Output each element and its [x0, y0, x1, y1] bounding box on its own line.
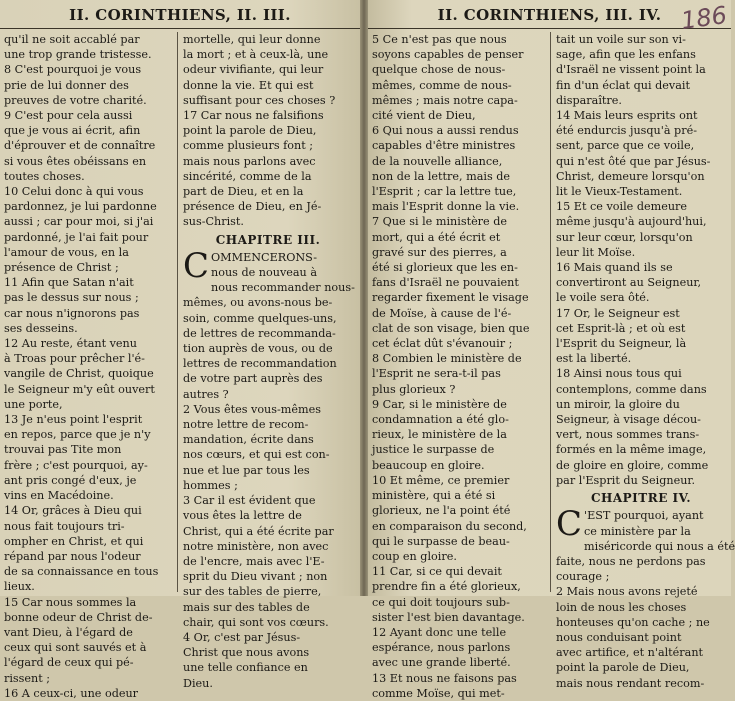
text-line: ministère, qui a été si: [372, 489, 496, 503]
text-line: autres ?: [183, 387, 229, 401]
text-line: point la parole de Dieu,: [556, 661, 690, 675]
text-line: 8 Combien le ministère de: [372, 352, 522, 366]
text-line: présence de Christ ;: [4, 261, 119, 275]
drop-cap: C: [183, 245, 210, 286]
column-divider: [550, 32, 551, 592]
text-line: ant pris congé d'eux, je: [4, 473, 137, 487]
text-line: toutes choses.: [4, 169, 85, 183]
right-header-title: II. CORINTHIENS, III. IV.: [437, 6, 662, 24]
text-line: convertiront au Seigneur,: [556, 276, 702, 290]
text-line: tait un voile sur son vi-: [556, 33, 686, 46]
text-line: contemplons, comme dans: [556, 382, 707, 396]
text-line: justice le surpasse de: [372, 443, 495, 457]
text-line: d'éprouver et de connaître: [4, 139, 156, 153]
text-line: nous fait toujours tri-: [4, 519, 125, 533]
text-line: mandation, écrite dans: [183, 433, 314, 447]
text-line: quelque chose de nous-: [372, 63, 506, 77]
text-line: notre lettre de recom-: [183, 418, 309, 432]
text-line: vins en Macédoine.: [4, 489, 114, 503]
text-line: que je vous ai écrit, afin: [4, 124, 141, 138]
left-page-header: [0, 6, 360, 29]
text-line: le voile sera ôté.: [556, 291, 650, 305]
text-line: Seigneur, à visage décou-: [556, 413, 701, 427]
text-line: cité vient de Dieu,: [372, 109, 476, 123]
text-line: Christ, qui a été écrite par: [183, 524, 334, 538]
text-line: 2 Vous êtes vous-mêmes: [183, 402, 321, 416]
text-line: de lettres de recommanda-: [183, 326, 336, 340]
text-line: sus-Christ.: [183, 215, 244, 229]
text-line: qu'il ne soit accablé par: [4, 33, 140, 46]
text-line: 15 Car nous sommes la: [4, 595, 137, 609]
text-line: le Seigneur m'y eût ouvert: [4, 382, 155, 396]
text-line: preuves de votre charité.: [4, 93, 147, 107]
text-line: vant Dieu, à l'égard de: [4, 625, 133, 639]
text-line: beaucoup en gloire.: [372, 458, 485, 472]
right-col2-top: [556, 32, 726, 488]
text-line: ce ministère par la: [584, 524, 691, 538]
text-line: courage ;: [556, 570, 610, 584]
text-line: gravé sur des pierres, a: [372, 245, 507, 259]
text-line: en comparaison du second,: [372, 519, 527, 533]
text-line: été si glorieux que les en-: [372, 261, 518, 275]
text-line: plus glorieux ?: [372, 382, 456, 396]
text-line: pardonné, je l'ai fait pour: [4, 230, 149, 244]
right-page: [368, 0, 735, 700]
text-line: 12 Au reste, étant venu: [4, 337, 137, 351]
text-line: condamnation a été glo-: [372, 413, 509, 427]
text-line: 10 Celui donc à qui vous: [4, 185, 144, 199]
right-column-1: [372, 32, 544, 700]
text-line: 14 Or, grâces à Dieu qui: [4, 504, 142, 518]
text-line: formés en la même image,: [556, 443, 707, 457]
text-line: 16 A ceux-ci, une odeur: [4, 686, 139, 700]
text-line: fans d'Israël ne pouvaient: [372, 276, 519, 290]
text-line: soyons capables de penser: [372, 48, 524, 62]
text-line: faite, nous ne perdons pas: [556, 554, 706, 568]
text-line: mais nous parlons avec: [183, 154, 316, 168]
text-line: 3 Car il est évident que: [183, 494, 316, 508]
text-line: ceux qui sont sauvés et à: [4, 641, 147, 655]
text-line: 2 Mais nous avons rejeté: [556, 585, 698, 599]
text-line: OMMENCERONS-: [211, 250, 318, 264]
text-line: mêmes, ou avons-nous be-: [183, 296, 333, 310]
text-line: 17 Or, le Seigneur est: [556, 306, 680, 320]
text-line: glorieux, ne l'a point été: [372, 504, 511, 518]
text-line: même jusqu'à aujourd'hui,: [556, 215, 707, 229]
text-line: chair, qui sont vos cœurs.: [183, 615, 329, 629]
text-line: été endurcis jusqu'à pré-: [556, 124, 697, 138]
text-line: de votre part auprès des: [183, 372, 323, 386]
text-line: de Moïse, à cause de l'é-: [372, 306, 512, 320]
text-line: espérance, nous parlons: [372, 641, 511, 655]
text-line: miséricorde qui nous a été: [584, 539, 735, 553]
text-line: mêmes, comme de nous-: [372, 78, 512, 92]
text-line: car nous n'ignorons pas: [4, 306, 140, 320]
text-line: 7 Que si le ministère de: [372, 215, 507, 229]
text-line: 6 Qui nous a aussi rendus: [372, 124, 519, 138]
text-line: leur lit Moïse.: [556, 245, 636, 259]
text-line: répand par nous l'odeur: [4, 549, 141, 563]
text-line: mort, qui a été écrit et: [372, 230, 501, 244]
text-line: ompher en Christ, et qui: [4, 534, 144, 548]
text-line: Christ, demeure lorsqu'on: [556, 169, 705, 183]
text-line: lit le Vieux-Testament.: [556, 185, 683, 199]
text-line: part de Dieu, et en la: [183, 185, 304, 199]
text-line: mais sur des tables de: [183, 600, 310, 614]
text-line: nos cœurs, et qui est con-: [183, 448, 330, 462]
text-line: sur leur cœur, lorsqu'on: [556, 230, 693, 244]
text-line: vert, nous sommes trans-: [556, 428, 700, 442]
text-line: l'Esprit ; car la lettre tue,: [372, 185, 517, 199]
text-line: 5 Ce n'est pas que nous: [372, 33, 507, 46]
text-line: hommes ;: [183, 478, 238, 492]
text-line: suffisant pour ces choses ?: [183, 93, 336, 107]
text-line: coup en gloire.: [372, 549, 457, 563]
text-line: Dieu.: [183, 676, 213, 690]
left-page: [0, 0, 360, 700]
left-column-1: [4, 32, 171, 700]
text-line: l'Esprit ne sera-t-il pas: [372, 367, 501, 381]
book-gutter: [360, 0, 368, 596]
text-line: l'Esprit du Seigneur, là: [556, 337, 687, 351]
text-line: pas le dessus sur nous ;: [4, 291, 139, 305]
left-header-title: II. CORINTHIENS, II. III.: [69, 6, 291, 24]
text-line: 4 Or, c'est par Jésus-: [183, 630, 301, 644]
text-line: de gloire en gloire, comme: [556, 458, 709, 472]
text-line: rieux, le ministère de la: [372, 428, 507, 442]
handwritten-page-number: 186: [679, 0, 729, 36]
text-line: cet Esprit-là ; et où est: [556, 321, 686, 335]
left-column-2: [183, 32, 355, 690]
text-line: un miroir, la gloire du: [556, 397, 680, 411]
text-line: notre ministère, non avec: [183, 539, 329, 553]
left-col2-top: [183, 32, 353, 230]
text-line: la mort ; et à ceux-là, une: [183, 48, 329, 62]
text-line: 14 Mais leurs esprits ont: [556, 109, 698, 123]
text-line: tion auprès de vous, ou de: [183, 342, 333, 356]
text-line: vous êtes la lettre de: [183, 509, 302, 523]
text-line: 'EST pourquoi, ayant: [584, 509, 704, 523]
text-line: capables d'être ministres: [372, 139, 516, 153]
text-line: sur des tables de pierre,: [183, 585, 322, 599]
text-line: 18 Ainsi nous tous qui: [556, 367, 682, 381]
text-line: clat de son visage, bien que: [372, 321, 530, 335]
text-line: présence de Dieu, en Jé-: [183, 200, 322, 214]
text-line: une telle confiance en: [183, 661, 308, 675]
text-line: frère ; c'est pourquoi, ay-: [4, 458, 148, 472]
text-line: 8 C'est pourquoi je vous: [4, 63, 142, 77]
text-line: qui le surpasse de beau-: [372, 534, 510, 548]
text-line: 15 Et ce voile demeure: [556, 200, 688, 214]
text-line: honteuses qu'on cache ; ne: [556, 615, 710, 629]
text-line: 11 Afin que Satan n'ait: [4, 276, 134, 290]
right-page-header: [368, 6, 731, 29]
text-line: soin, comme quelques-uns,: [183, 311, 337, 325]
text-line: 12 Ayant donc une telle: [372, 625, 507, 639]
text-line: avec artifice, et n'altérant: [556, 646, 704, 660]
text-line: sage, afin que les enfans: [556, 48, 696, 62]
text-line: disparaître.: [556, 93, 622, 107]
right-column-2: [556, 32, 735, 690]
text-line: sprit du Dieu vivant ; non: [183, 570, 328, 584]
text-line: nous de nouveau à: [211, 266, 317, 280]
chapter-heading: CHAPITRE III.: [215, 232, 321, 247]
left-col2-bottom: [183, 245, 355, 691]
text-line: 13 Je n'eus point l'esprit: [4, 413, 143, 427]
text-line: sent, parce que ce voile,: [556, 139, 695, 153]
text-line: nous conduisant point: [556, 630, 682, 644]
text-line: ses desseins.: [4, 321, 78, 335]
text-line: point la parole de Dieu,: [183, 124, 317, 138]
text-line: mortelle, qui leur donne: [183, 33, 321, 46]
text-line: pardonnez, je lui pardonne: [4, 200, 157, 214]
text-line: fin d'un éclat qui devait: [556, 78, 690, 92]
text-line: à Troas pour prêcher l'é-: [4, 352, 145, 366]
text-line: par l'Esprit du Seigneur.: [556, 473, 696, 487]
text-line: lieux.: [4, 580, 35, 594]
chapter-heading: CHAPITRE IV.: [590, 491, 692, 506]
text-line: d'Israël ne vissent point la: [556, 63, 706, 77]
text-line: 13 Et nous ne faisons pas: [372, 671, 517, 685]
chapter-opening: [183, 245, 355, 691]
text-line: 11 Car, si ce qui devait: [372, 565, 502, 579]
text-line: trouvai pas Tite mon: [4, 443, 122, 457]
text-line: de la nouvelle alliance,: [372, 154, 503, 168]
text-line: comme plusieurs font ;: [183, 139, 314, 153]
column-divider: [177, 32, 178, 592]
text-line: Christ que nous avons: [183, 646, 310, 660]
text-line: cet éclat dût s'évanouir ;: [372, 337, 513, 351]
text-line: rissent ;: [4, 671, 51, 685]
text-line: nue et lue par tous les: [183, 463, 310, 477]
text-line: donne la vie. Et qui est: [183, 78, 314, 92]
text-line: vangile de Christ, quoique: [4, 367, 154, 381]
text-line: 9 Car, si le ministère de: [372, 397, 507, 411]
text-line: lettres de recommandation: [183, 357, 337, 371]
text-line: regarder fixement le visage: [372, 291, 529, 305]
text-line: de l'encre, mais avec l'E-: [183, 554, 325, 568]
text-line: qui n'est ôté que par Jésus-: [556, 154, 711, 168]
chapter-opening: [556, 504, 735, 690]
text-line: 16 Mais quand ils se: [556, 261, 673, 275]
text-line: l'amour de vous, en la: [4, 245, 129, 259]
text-line: nous recommander nous-: [211, 281, 355, 295]
text-line: avec une grande liberté.: [372, 656, 511, 670]
text-line: 10 Et même, ce premier: [372, 473, 510, 487]
text-line: prie de lui donner des: [4, 78, 129, 92]
text-line: mais nous rendant recom-: [556, 676, 705, 690]
text-line: en repos, parce que je n'y: [4, 428, 151, 442]
text-line: est la liberté.: [556, 352, 632, 366]
text-line: l'égard de ceux qui pé-: [4, 656, 134, 670]
text-line: non de la lettre, mais de: [372, 169, 511, 183]
text-line: mais l'Esprit donne la vie.: [372, 200, 520, 214]
text-line: sincérité, comme de la: [183, 169, 312, 183]
text-line: 17 Car nous ne falsifions: [183, 109, 324, 123]
text-line: comme Moïse, qui met-: [372, 686, 505, 700]
text-line: loin de nous les choses: [556, 600, 687, 614]
text-line: bonne odeur de Christ de-: [4, 610, 153, 624]
text-line: de sa connaissance en tous: [4, 565, 159, 579]
drop-cap: C: [556, 504, 583, 545]
text-line: odeur vivifiante, qui leur: [183, 63, 324, 77]
text-line: ce qui doit toujours sub-: [372, 595, 510, 609]
text-line: une trop grande tristesse.: [4, 48, 152, 62]
text-line: sister l'est bien davantage.: [372, 610, 525, 624]
text-line: aussi ; car pour moi, si j'ai: [4, 215, 154, 229]
text-line: une porte,: [4, 397, 63, 411]
text-line: si vous êtes obéissans en: [4, 154, 147, 168]
text-line: prendre fin a été glorieux,: [372, 580, 521, 594]
text-line: 9 C'est pour cela aussi: [4, 109, 133, 123]
text-line: mêmes ; mais notre capa-: [372, 93, 518, 107]
